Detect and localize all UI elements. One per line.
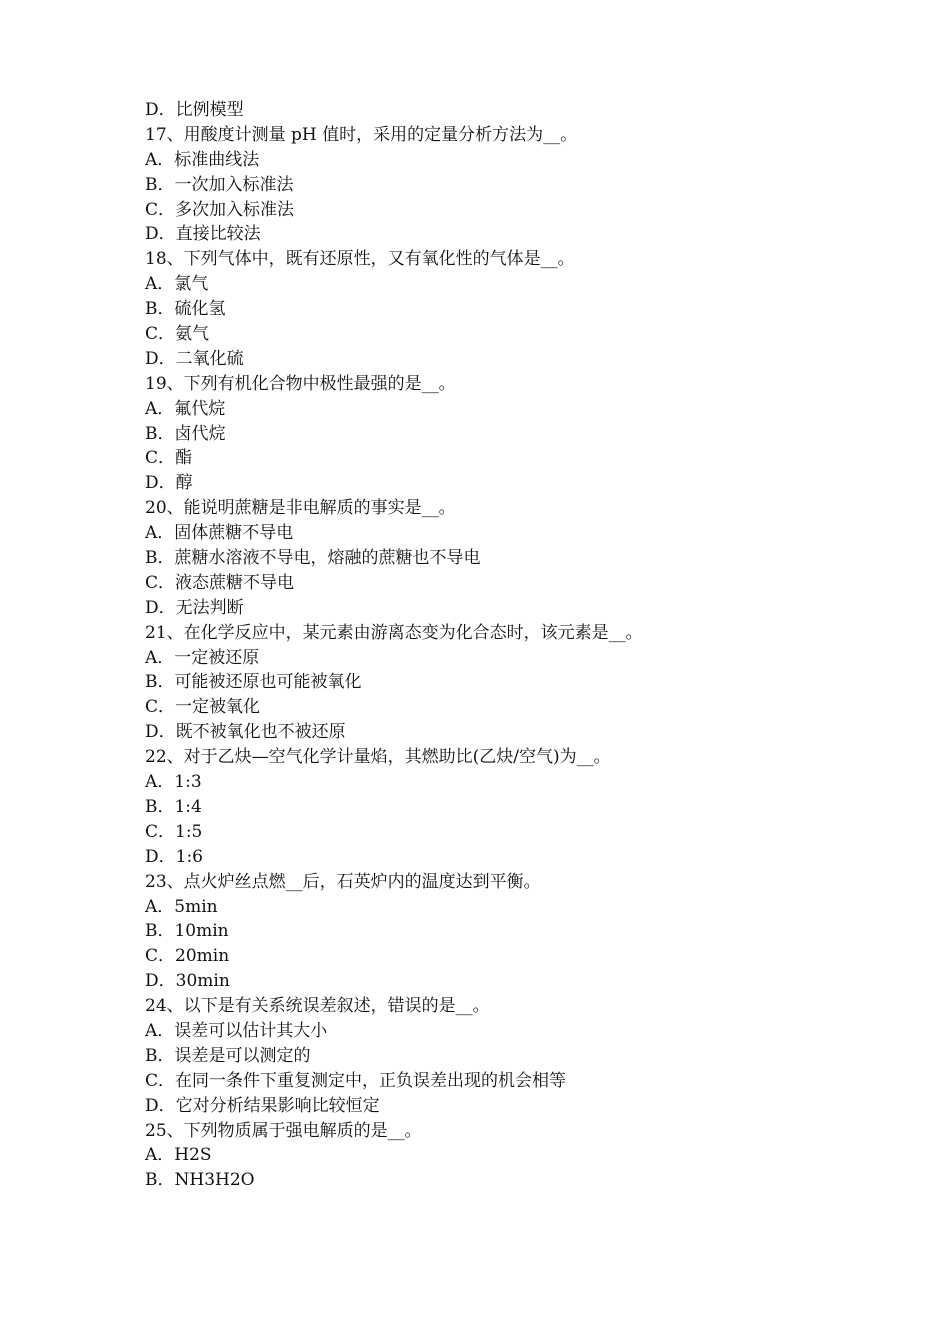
option-d-q17: D．直接比较法 — [145, 224, 261, 245]
option-a-q19: A．氟代烷 — [145, 398, 226, 419]
option-d-q20: D．无法判断 — [145, 597, 244, 618]
option-a-q17: A．标准曲线法 — [145, 149, 260, 170]
option-b-q25: B．NH3H2O — [145, 1170, 255, 1191]
question-22: 22、对于乙炔—空气化学计量焰，其燃助比(乙炔/空气)为__。 — [145, 747, 611, 768]
option-b-q20: B．蔗糖水溶液不导电，熔融的蔗糖也不导电 — [145, 548, 481, 569]
option-d-q18: D．二氧化硫 — [145, 348, 244, 369]
question-21: 21、在化学反应中，某元素由游离态变为化合态时，该元素是__。 — [145, 622, 643, 643]
option-b-q23: B．10min — [145, 921, 229, 942]
option-a-q20: A．固体蔗糖不导电 — [145, 523, 294, 544]
option-c-q22: C．1:5 — [145, 821, 203, 842]
option-b-q18: B．硫化氢 — [145, 299, 226, 320]
option-d-q19: D．醇 — [145, 473, 193, 494]
option-a-q21: A．一定被还原 — [145, 647, 260, 668]
option-b-q17: B．一次加入标准法 — [145, 174, 294, 195]
question-23: 23、点火炉丝点燃__后，石英炉内的温度达到平衡。 — [145, 871, 541, 892]
option-d-q23: D．30min — [145, 971, 230, 992]
question-19: 19、下列有机化合物中极性最强的是__。 — [145, 373, 456, 394]
question-24: 24、以下是有关系统误差叙述，错误的是__。 — [145, 996, 490, 1017]
option-a-q24: A．误差可以估计其大小 — [145, 1020, 328, 1041]
option-c-q24: C．在同一条件下重复测定中，正负误差出现的机会相等 — [145, 1070, 567, 1091]
option-d-q16: D．比例模型 — [145, 100, 244, 120]
option-a-q18: A．氯气 — [145, 274, 209, 295]
option-a-q22: A．1:3 — [145, 772, 202, 793]
option-c-q17: C．多次加入标准法 — [145, 199, 295, 220]
option-b-q21: B．可能被还原也可能被氧化 — [145, 672, 362, 693]
option-b-q19: B．卤代烷 — [145, 423, 226, 444]
option-a-q23: A．5min — [145, 896, 218, 917]
option-c-q21: C．一定被氧化 — [145, 697, 261, 718]
option-b-q22: B．1:4 — [145, 796, 202, 817]
question-25: 25、下列物质属于强电解质的是__。 — [145, 1120, 422, 1141]
option-c-q23: C．20min — [145, 946, 230, 967]
option-c-q18: C．氨气 — [145, 324, 210, 345]
option-a-q25: A．H2S — [145, 1145, 212, 1166]
option-d-q24: D．它对分析结果影响比较恒定 — [145, 1095, 380, 1116]
question-20: 20、能说明蔗糖是非电解质的事实是__。 — [145, 498, 456, 519]
option-b-q24: B．误差是可以测定的 — [145, 1045, 311, 1066]
option-d-q21: D．既不被氧化也不被还原 — [145, 722, 346, 743]
question-list — [145, 98, 865, 1193]
option-d-q22: D．1:6 — [145, 846, 203, 867]
option-c-q20: C．液态蔗糖不导电 — [145, 572, 295, 593]
question-17: 17、用酸度计测量 pH 值时，采用的定量分析方法为__。 — [145, 124, 578, 145]
option-c-q19: C．酯 — [145, 448, 193, 469]
question-18: 18、下列气体中，既有还原性，又有氧化性的气体是__。 — [145, 249, 575, 270]
